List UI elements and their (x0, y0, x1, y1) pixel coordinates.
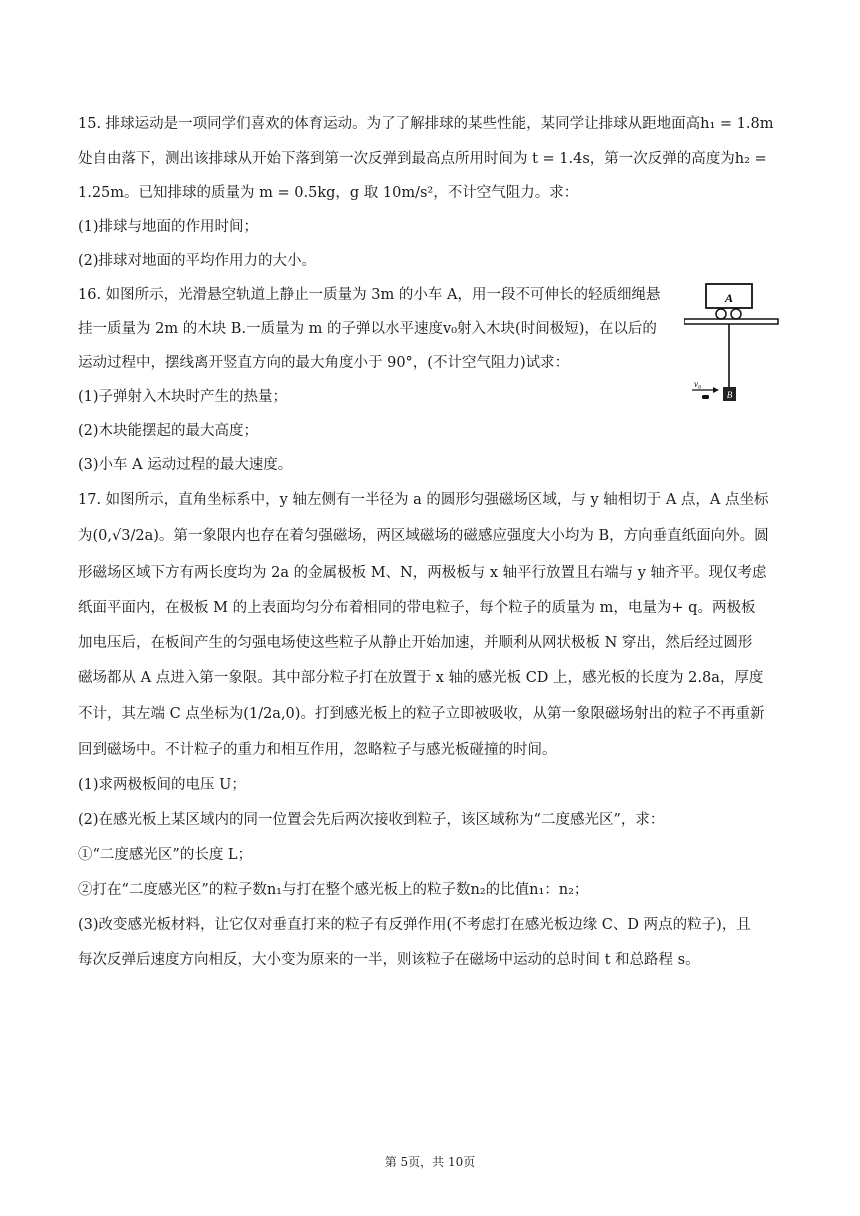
cart-label: A (724, 291, 734, 305)
q15-line-2: 处自由落下，测出该排球从开始下落到第一次反弹到最高点所用时间为 t = 1.4s，第一次反弹的高度为h₂ = (78, 151, 767, 167)
q16-sub-3: (3)小车 A 运动过程的最大速度。 (78, 457, 293, 473)
q16-sub-1: (1)子弹射入木块时产生的热量； (78, 389, 288, 405)
q17-line-4: 纸面平面内，在极板 M 的上表面均匀分布着相同的带电粒子，每个粒子的质量为 m，电量为+ q。两极板 (78, 600, 756, 616)
q17-line-7: 不计，其左端 C 点坐标为(1/2a,0)。打到感光板上的粒子立即被吸收，从第一象限磁场射出的粒子不再重新 (78, 706, 765, 722)
velocity-arrowhead (713, 387, 719, 393)
cart-wheel-right (731, 309, 741, 319)
q17-line-1: 17. 如图所示，直角坐标系中，y 轴左侧有一半径为 a 的圆形匀强磁场区域，与 y 轴相切于 A 点，A 点坐标 (78, 492, 769, 508)
q17-sub-2: (2)在感光板上某区域内的同一位置会先后两次接收到粒子，该区域称为“二度感光区”，求： (78, 812, 665, 828)
q16-line-2: 挂一质量为 2m 的木块 B.一质量为 m 的子弹以水平速度v₀射入木块(时间极短)，在以后的 (78, 321, 657, 337)
q15-line-3: 1.25m。已知排球的质量为 m = 0.5kg，g 取 10m/s²，不计空气阻力。求： (78, 185, 579, 201)
cart-pendulum-figure (684, 280, 784, 410)
q17-line-8: 回到磁场中。不计粒子的重力和相互作用，忽略粒子与感光板碰撞的时间。 (78, 742, 557, 758)
velocity-label: v₀ (694, 379, 702, 389)
q17-line-2: 为(0,√3/2a)。第一象限内也存在着匀强磁场，两区域磁场的磁感应强度大小均为 B，方向垂直纸面向外。圆 (78, 528, 769, 544)
q17-sub-2a: ①“二度感光区”的长度 L； (78, 847, 253, 863)
cart-wheel-left (716, 309, 726, 319)
q17-sub-2b: ②打在“二度感光区”的粒子数n₁与打在整个感光板上的粒子数n₂的比值n₁：n₂； (78, 882, 589, 898)
q17-line-5: 加电压后，在板间产生的匀强电场使这些粒子从静止开始加速，并顺利从网状极板 N 穿出，然后经过圆形 (78, 635, 753, 651)
q17-sub-3: (3)改变感光板材料，让它仅对垂直打来的粒子有反弹作用(不考虑打在感光板边缘 C、D 两点的粒子)，且 (78, 917, 751, 933)
q15-line-1: 15. 排球运动是一项同学们喜欢的体育运动。为了了解排球的某些性能，某同学让排球从距地面高h₁ = 1.8m (78, 116, 774, 132)
q16-line-1: 16. 如图所示，光滑悬空轨道上静止一质量为 3m 的小车 A，用一段不可伸长的轻质细绳悬 (78, 287, 661, 303)
q16-sub-2: (2)木块能摆起的最大高度； (78, 423, 259, 439)
q17-line-3: 形磁场区域下方有两长度均为 2a 的金属极板 M、N，两极板与 x 轴平行放置且右端与 y 轴齐平。现仅考虑 (78, 565, 767, 581)
q17-sub-3-cont: 每次反弹后速度方向相反，大小变为原来的一半，则该粒子在磁场中运动的总时间 t 和总路程 s。 (78, 952, 700, 968)
bullet (702, 395, 709, 399)
q15-sub-2: (2)排球对地面的平均作用力的大小。 (78, 253, 317, 269)
block-label: B (726, 390, 733, 400)
q17-sub-1: (1)求两极板间的电压 U； (78, 777, 246, 793)
page-footer: 第 5页，共 10页 (384, 1155, 476, 1169)
q16-line-3: 运动过程中，摆线离开竖直方向的最大角度小于 90°，(不计空气阻力)试求： (78, 355, 570, 371)
q17-line-6: 磁场都从 A 点进入第一象限。其中部分粒子打在放置于 x 轴的感光板 CD 上，感光板的长度为 2.8a，厚度 (78, 670, 764, 686)
q15-sub-1: (1)排球与地面的作用时间； (78, 219, 259, 235)
track (684, 319, 778, 324)
